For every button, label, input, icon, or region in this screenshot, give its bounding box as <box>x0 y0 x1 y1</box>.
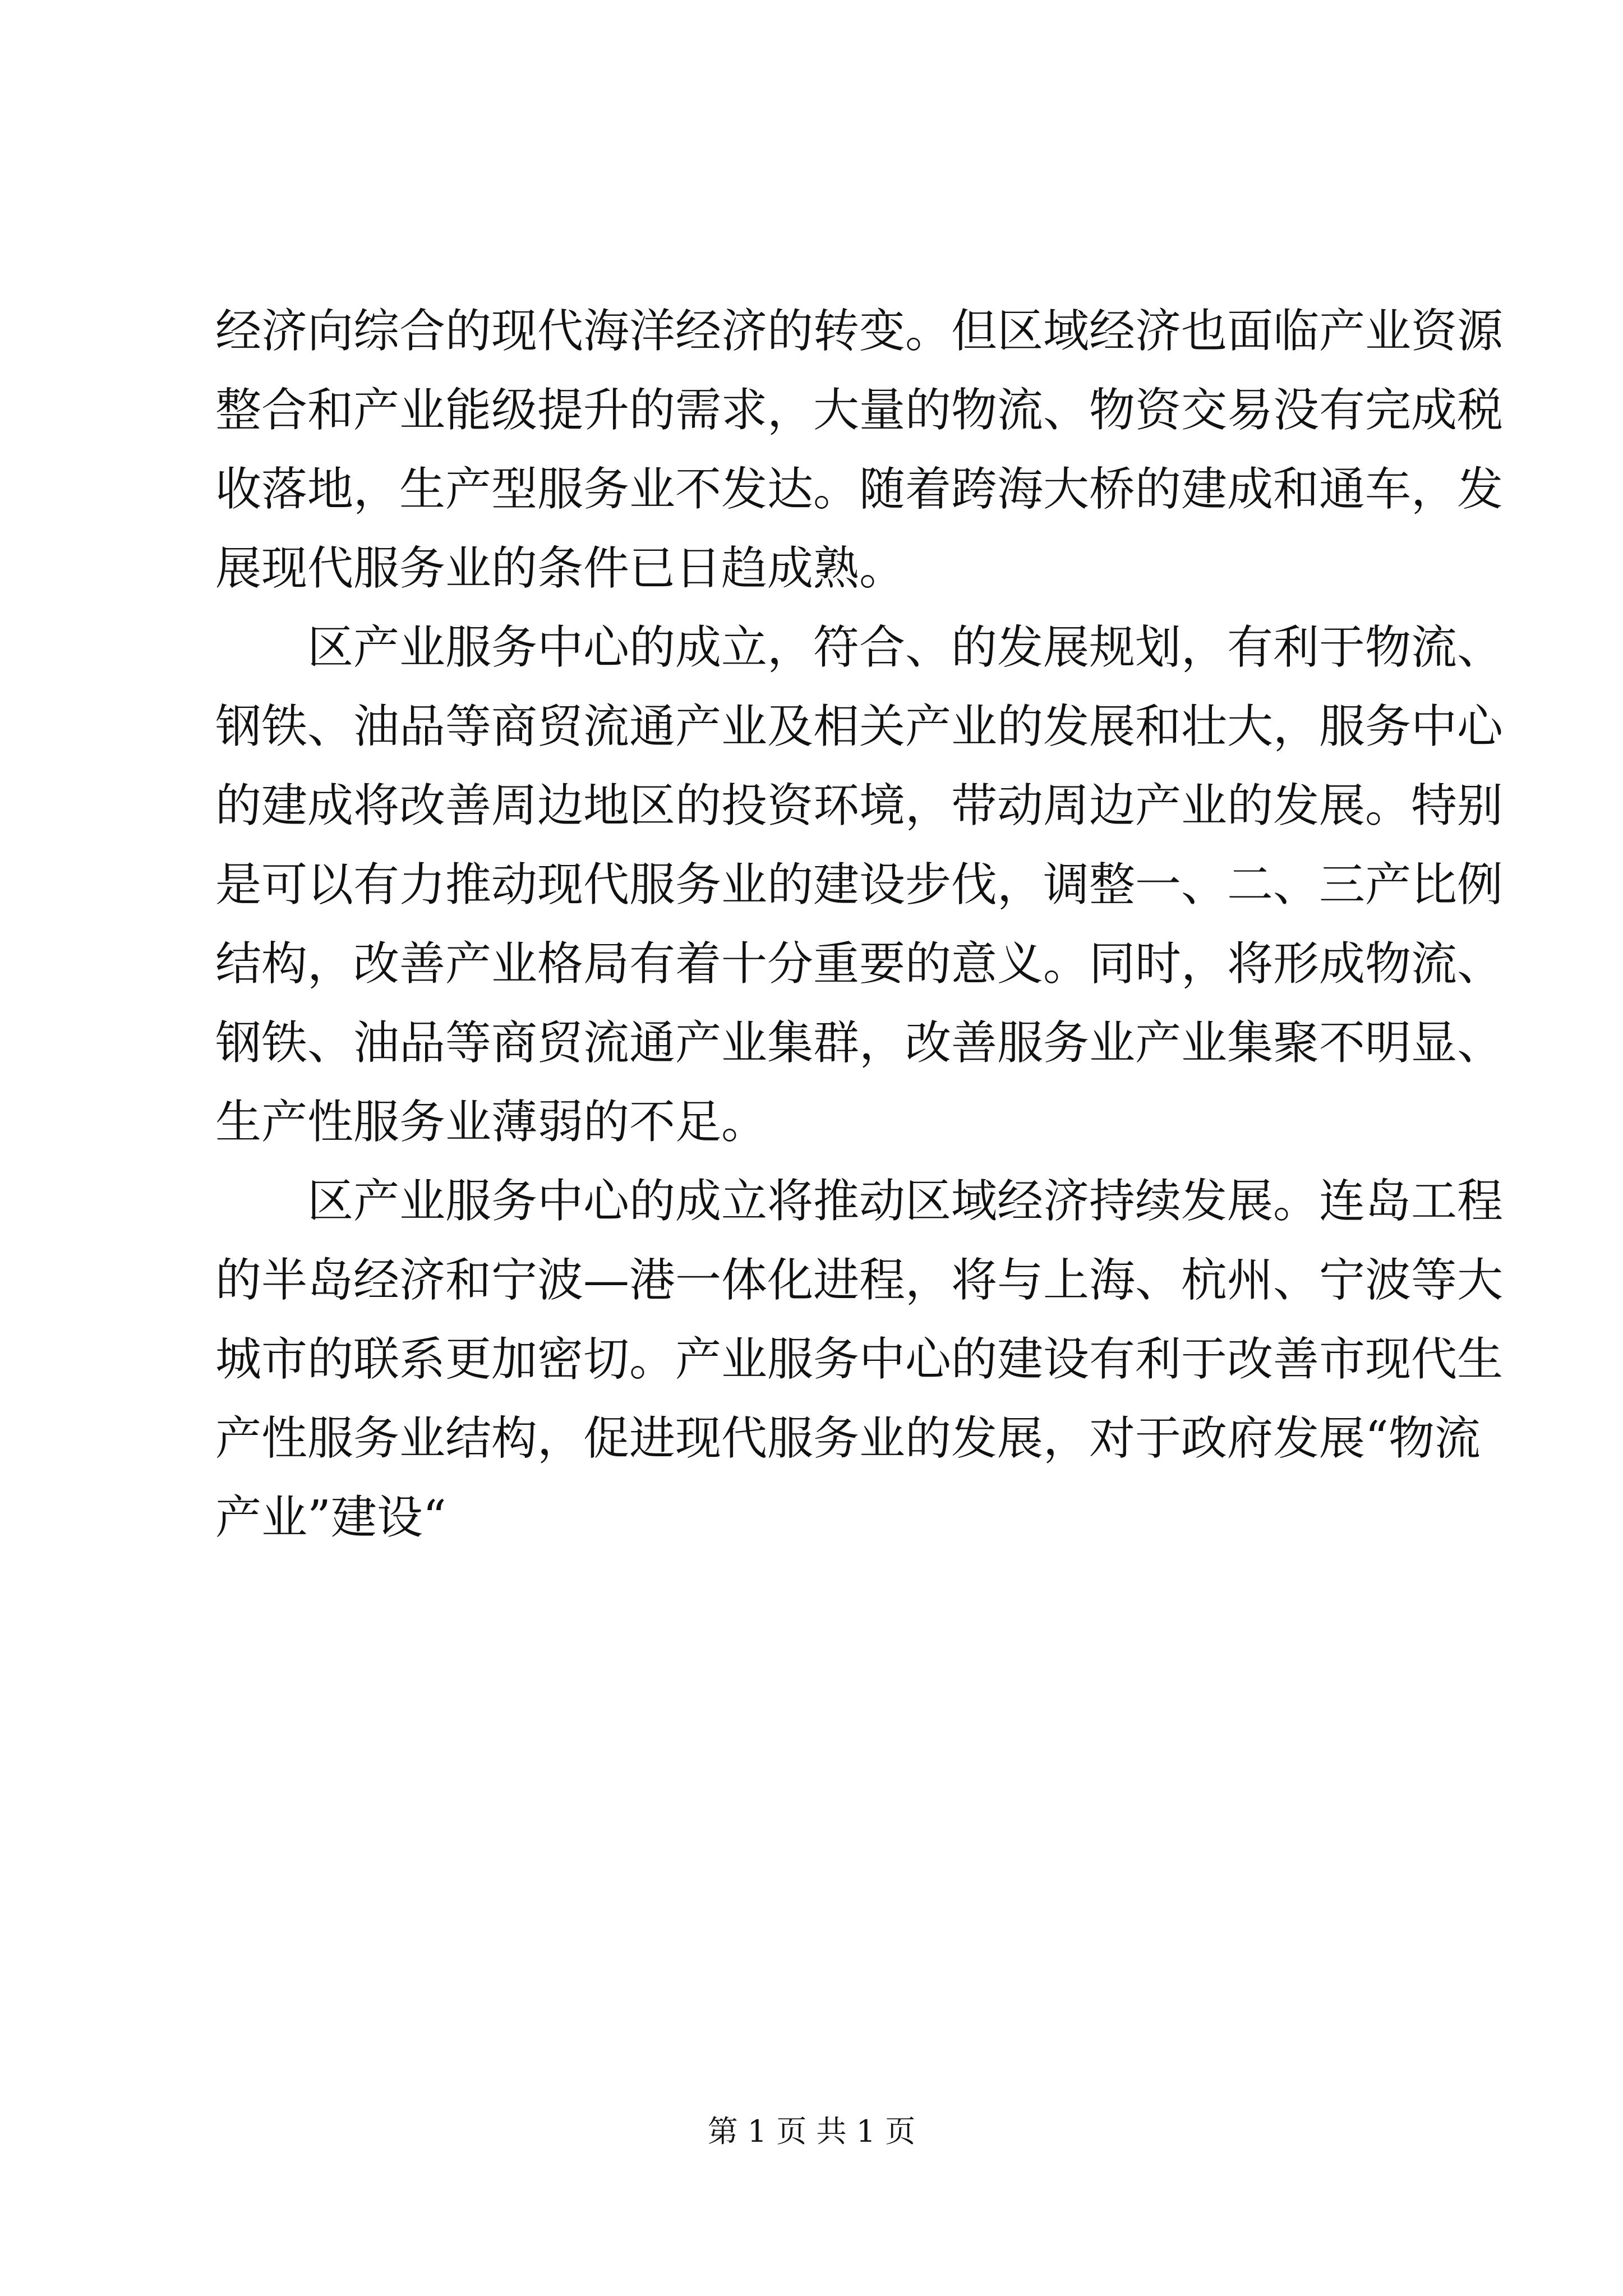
paragraph-1-line-4: 展现代服务业的条件已日趋成熟。 <box>215 542 906 595</box>
page-footer <box>0 2112 1623 2151</box>
paragraph-3-line-3: 城市的联系更加密切。产业服务中心的建设有利于改善市现代生 <box>215 1333 1504 1386</box>
paragraph-2-line-5: 结构，改善产业格局有着十分重要的意义。同时，将形成物流、 <box>215 937 1504 991</box>
paragraph-3-line-5: 产业”建设“ <box>215 1491 446 1544</box>
paragraph-1-line-2: 整合和产业能级提升的需求，大量的物流、物资交易没有完成税 <box>215 384 1504 437</box>
page-number-label: 第 1 页 共 1 页 <box>707 2114 916 2149</box>
paragraph-1-line-3: 收落地，生产型服务业不发达。随着跨海大桥的建成和通车，发 <box>215 463 1504 516</box>
paragraph-2-line-2: 钢铁、油品等商贸流通产业及相关产业的发展和壮大，服务中心 <box>215 700 1504 753</box>
paragraph-2-line-6: 钢铁、油品等商贸流通产业集群，改善服务业产业集聚不明显、 <box>215 1016 1504 1070</box>
paragraph-3-line-1: 区产业服务中心的成立将推动区域经济持续发展。连岛工程 <box>307 1175 1504 1228</box>
paragraph-2-line-3: 的建成将改善周边地区的投资环境，带动周边产业的发展。特别 <box>215 779 1504 832</box>
paragraph-1-line-1: 经济向综合的现代海洋经济的转变。但区域经济也面临产业资源 <box>215 305 1504 358</box>
paragraph-2-line-4: 是可以有力推动现代服务业的建设步伐，调整一、二、三产比例 <box>215 858 1504 912</box>
document-body <box>215 292 1504 1557</box>
paragraph-2-line-7: 生产性服务业薄弱的不足。 <box>215 1096 768 1149</box>
paragraph-2-line-1: 区产业服务中心的成立，符合、的发展规划，有利于物流、 <box>307 621 1504 674</box>
paragraph-3-line-2: 的半岛经济和宁波—港一体化进程，将与上海、杭州、宁波等大 <box>215 1254 1504 1307</box>
paragraph-3-line-4: 产性服务业结构，促进现代服务业的发展，对于政府发展“物流 <box>215 1412 1481 1465</box>
